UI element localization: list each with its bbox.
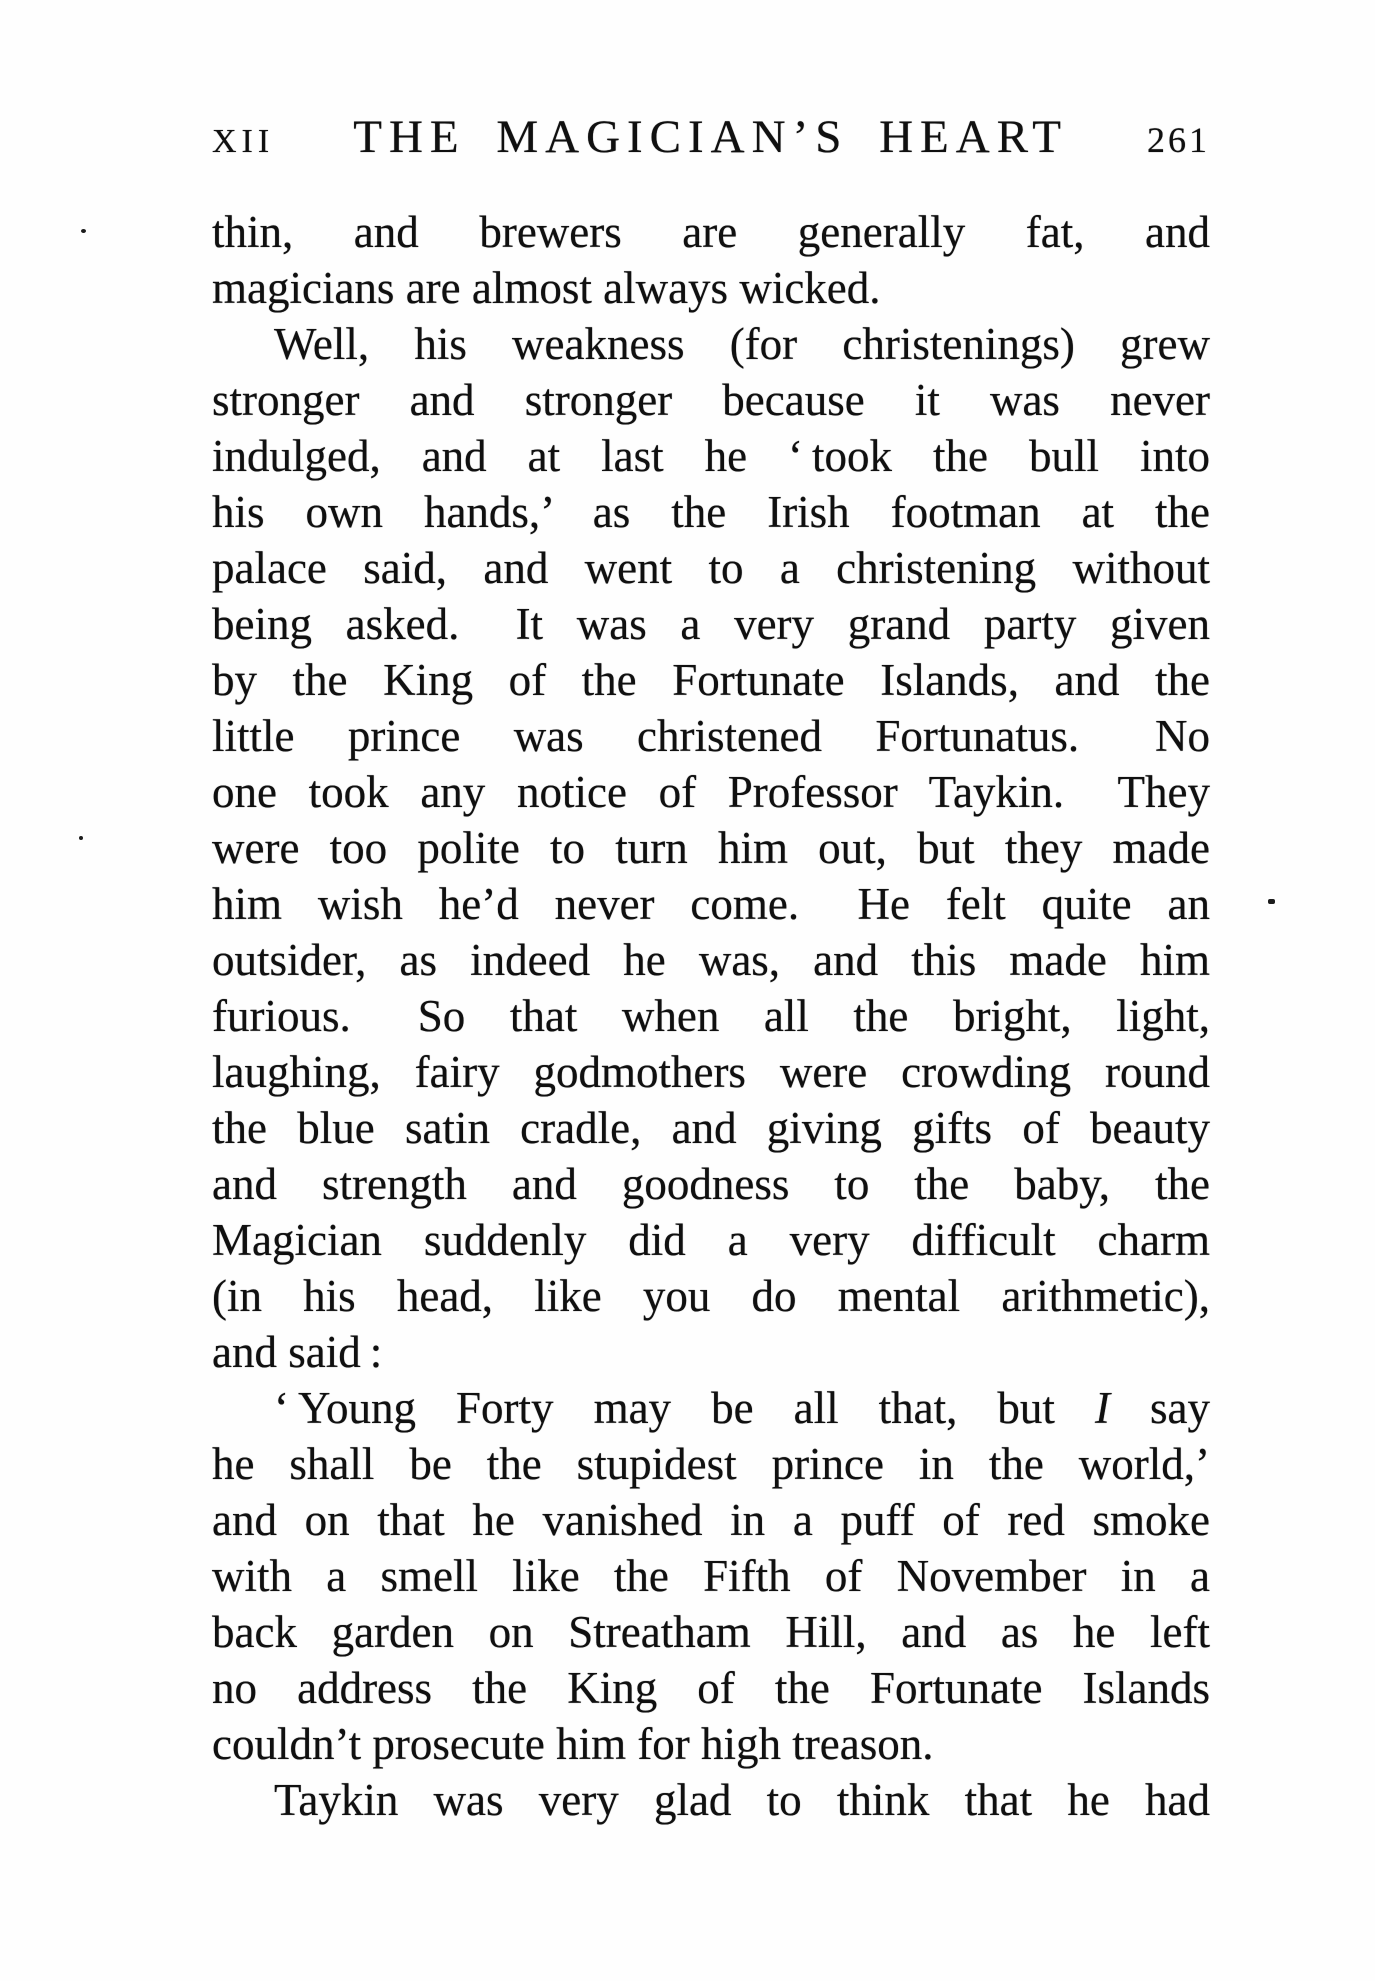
text-line: one took any notice of Professor Taykin. They	[212, 767, 1210, 817]
text-line: and on that he vanished in a puff of red smoke	[212, 1495, 1210, 1545]
text-line: Magician suddenly did a very difficult charm	[212, 1215, 1210, 1265]
chapter-number: XII	[212, 123, 275, 160]
text-line: furious. So that when all the bright, light,	[212, 991, 1210, 1041]
scan-speck	[79, 836, 83, 840]
scan-speck	[81, 229, 86, 233]
text-line: and strength and goodness to the baby, the	[212, 1159, 1210, 1209]
text-line: palace said, and went to a christening without	[212, 543, 1210, 593]
text-line: back garden on Streatham Hill, and as he left	[212, 1607, 1210, 1657]
text-line: magicians are almost always wicked.	[212, 263, 881, 313]
text-line: Well, his weakness (for christenings) grew	[274, 319, 1210, 369]
text-line: outsider, as indeed he was, and this made him	[212, 935, 1210, 985]
scan-speck	[1268, 899, 1275, 904]
text-line: indulged, and at last he ‘ took the bull into	[212, 431, 1210, 481]
page-title: THE MAGICIAN’S HEART	[353, 111, 1068, 163]
text-line: and said :	[212, 1327, 383, 1377]
text-line: couldn’t prosecute him for high treason.	[212, 1719, 934, 1769]
text-line: little prince was christened Fortunatus. No	[212, 711, 1210, 761]
text-line: the blue satin cradle, and giving gifts of beauty	[212, 1103, 1210, 1153]
text-line: thin, and brewers are generally fat, and	[212, 207, 1210, 257]
text-line: he shall be the stupidest prince in the world,’	[212, 1439, 1210, 1489]
running-header	[212, 111, 1210, 163]
text-line: were too polite to turn him out, but they made	[212, 823, 1210, 873]
text-line: stronger and stronger because it was never	[212, 375, 1210, 425]
text-line: Taykin was very glad to think that he had	[274, 1775, 1210, 1825]
page-number: 261	[1147, 120, 1210, 160]
text-line: (in his head, like you do mental arithmetic),	[212, 1271, 1210, 1321]
text-line: laughing, fairy godmothers were crowding round	[212, 1047, 1210, 1097]
paragraph	[212, 204, 1210, 316]
body-text	[212, 204, 1210, 1828]
text-line: being asked. It was a very grand party given	[212, 599, 1210, 649]
text-line: by the King of the Fortunate Islands, and the	[212, 655, 1210, 705]
paragraph	[212, 1772, 1210, 1828]
text-line: his own hands,’ as the Irish footman at the	[212, 487, 1210, 537]
paragraph	[212, 316, 1210, 1380]
italic-text: I	[1094, 1383, 1110, 1433]
paragraph	[212, 1380, 1210, 1772]
text-line: ‘ Young Forty may be all that, but I say	[274, 1383, 1210, 1433]
text-line: with a smell like the Fifth of November in a	[212, 1551, 1210, 1601]
text-line: him wish he’d never come. He felt quite an	[212, 879, 1210, 929]
text-line: no address the King of the Fortunate Islands	[212, 1663, 1210, 1713]
